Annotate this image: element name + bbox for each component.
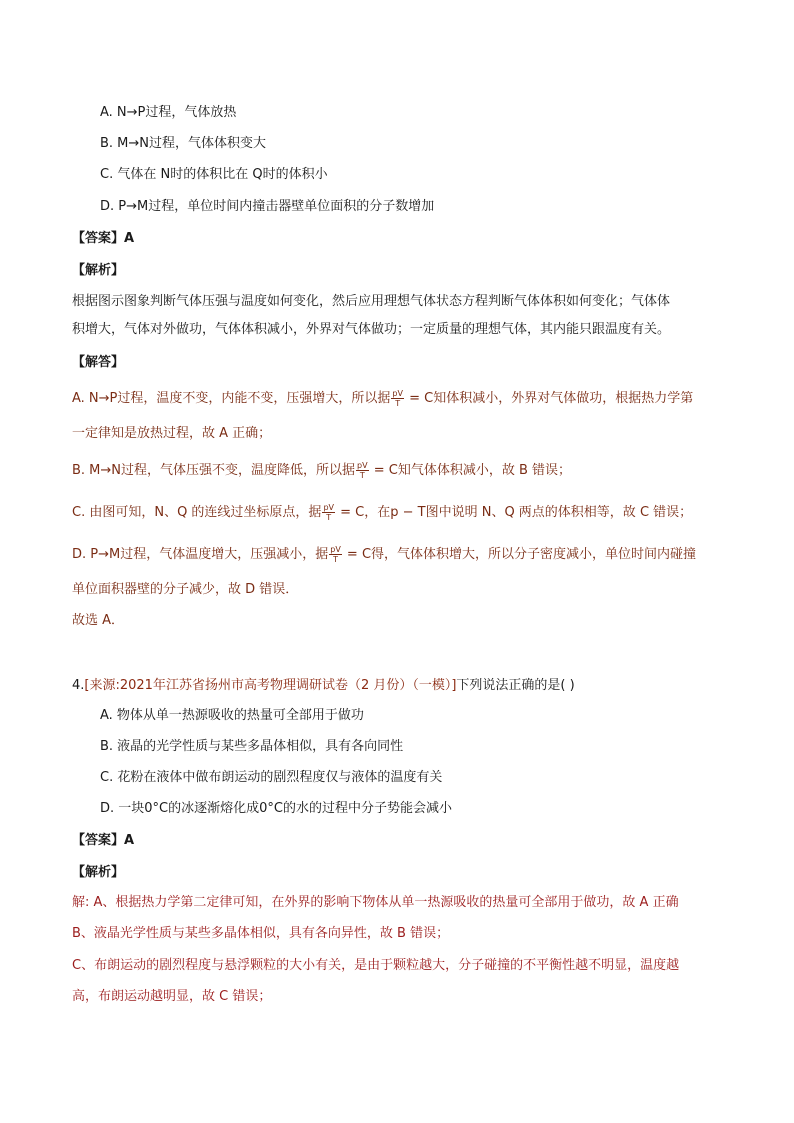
q3-solution-b-text-pre: B. M→N过程，气体压强不变，温度降低，所以据 xyxy=(72,463,356,478)
q3-solution-c xyxy=(72,503,734,523)
q3-option-c: C. 气体在 N时的体积比在 Q时的体积小 xyxy=(100,167,328,182)
q4-number: 4. xyxy=(72,678,85,693)
q4-option-c: C. 花粉在液体中做布朗运动的剧烈程度仅与液体的温度有关 xyxy=(100,770,443,785)
fraction-denominator: T xyxy=(326,513,332,522)
q3-solution-a-line-2: 一定律知是放热过程，故 A 正确； xyxy=(72,426,272,441)
fraction-numerator: pV xyxy=(323,503,334,512)
pv-over-t-fraction xyxy=(356,461,369,480)
q4-analysis-heading: 【解析】 xyxy=(72,865,125,880)
q3-solution-c-text-post: = C，在p − T图中说明 N、Q 两点的体积相等，故 C 错误； xyxy=(336,505,693,520)
q3-analysis-line-1: 根据图示图象判断气体压强与温度如何变化，然后应用理想气体状态方程判断气体体积如何变化；气体体 xyxy=(72,294,671,309)
q3-analysis-heading: 【解析】 xyxy=(72,263,125,278)
q3-solution-d-text-post: = C得，气体体积增大，所以分子密度减小，单位时间内碰撞 xyxy=(342,547,697,562)
fraction-denominator: T xyxy=(395,399,401,408)
fraction-numerator: pV xyxy=(330,545,341,554)
q4-answer: 【答案】A xyxy=(72,833,135,848)
q3-solution-a-text-post: = C知体积减小，外界对气体做功，根据热力学第 xyxy=(404,391,694,406)
q3-solution-d-text-pre: D. P→M过程，气体温度增大，压强减小，据 xyxy=(72,547,329,562)
q3-solution-d-line-2: 单位面积器壁的分子减少，故 D 错误． xyxy=(72,582,299,597)
fraction-denominator: T xyxy=(333,555,338,564)
q3-solution-a-line-1 xyxy=(72,389,734,409)
q3-solution-b xyxy=(72,461,734,481)
q4-option-d: D. 一块0°C的冰逐渐熔化成0°C的水的过程中分子势能会减小 xyxy=(100,801,452,816)
q3-option-a: A. N→P过程，气体放热 xyxy=(100,105,237,120)
q3-conclusion: 故选 A． xyxy=(72,613,125,628)
pv-over-t-fraction xyxy=(391,389,404,408)
q3-option-d: D. P→M过程，单位时间内撞击器壁单位面积的分子数增加 xyxy=(100,199,435,214)
pv-over-t-fraction xyxy=(329,545,342,564)
q4-source: [来源:2021年江苏省扬州市高考物理调研试卷（2 月份）（一模）] xyxy=(84,678,457,693)
q3-solution-d-line-1 xyxy=(72,545,734,565)
q3-analysis-line-2: 积增大，气体对外做功，气体体积减小，外界对气体做功；一定质量的理想气体，其内能只跟温度有关。 xyxy=(72,322,671,337)
pv-over-t-fraction xyxy=(322,503,335,522)
q4-stem: 下列说法正确的是( ) xyxy=(456,678,575,693)
q4-analysis-line-4: 高，布朗运动越明显，故 C 错误； xyxy=(72,989,272,1004)
q4-analysis-line-3: C、布朗运动的剧烈程度与悬浮颗粒的大小有关，是由于颗粒越大，分子碰撞的不平衡性越不明显，温度越 xyxy=(72,958,680,973)
q4-analysis-line-2: B、液晶光学性质与某些多晶体相似，具有各向异性，故 B 错误； xyxy=(72,926,450,941)
q3-solution-b-text-post: = C知气体体积减小，故 B 错误； xyxy=(369,463,572,478)
q4-heading xyxy=(72,676,734,696)
q4-analysis-line-1: 解: A、根据热力学第二定律可知，在外界的影响下物体从单一热源吸收的热量可全部用于做功，故 A 正确 xyxy=(72,895,679,910)
q3-solution-c-text-pre: C. 由图可知，N、Q 的连线过坐标原点，据 xyxy=(72,505,322,520)
q3-solution-a-text-pre: A. N→P过程，温度不变，内能不变，压强增大，所以据 xyxy=(72,391,391,406)
q4-option-a: A. 物体从单一热源吸收的热量可全部用于做功 xyxy=(100,708,364,723)
fraction-numerator: pV xyxy=(357,461,368,470)
q3-solution-heading: 【解答】 xyxy=(72,355,125,370)
q4-option-b: B. 液晶的光学性质与某些多晶体相似，具有各向同性 xyxy=(100,739,404,754)
fraction-numerator: pV xyxy=(392,389,403,398)
q3-answer: 【答案】A xyxy=(72,231,135,246)
fraction-denominator: T xyxy=(359,471,365,480)
q3-option-b: B. M→N过程，气体体积变大 xyxy=(100,136,267,151)
